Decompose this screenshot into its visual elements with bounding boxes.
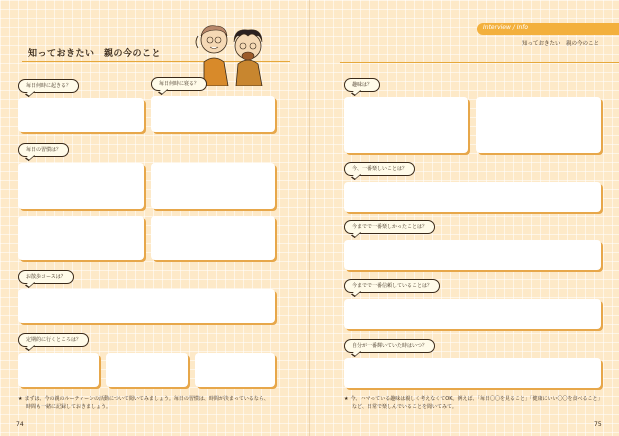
- walk-course-bubble: お散歩コースは？: [18, 270, 74, 284]
- page-gutter: [309, 0, 310, 436]
- most-trusted-box[interactable]: [344, 299, 601, 329]
- most-fun-now-bubble: 今、一番楽しいことは？: [344, 162, 415, 176]
- most-fun-ever-bubble: 今までで一番楽しかったことは？: [344, 220, 435, 234]
- regular-places-box-1[interactable]: [18, 353, 99, 387]
- most-trusted-bubble: 今までで一番信頼していることは？: [344, 279, 440, 293]
- hobby-box-2[interactable]: [476, 97, 601, 153]
- wake-time-answer-box[interactable]: [18, 98, 144, 132]
- header-rule: [340, 62, 619, 63]
- bed-time-answer-box[interactable]: [151, 96, 275, 132]
- daily-habits-box-4[interactable]: [151, 216, 275, 260]
- daily-habits-box-2[interactable]: [151, 163, 275, 209]
- regular-places-box-3[interactable]: [195, 353, 275, 387]
- bed-time-bubble: 毎日何時に寝る？: [151, 77, 207, 91]
- walk-course-answer-box[interactable]: [18, 289, 275, 323]
- page-title: 知っておきたい 親の今のこと: [28, 49, 162, 59]
- hobby-box-1[interactable]: [344, 97, 468, 153]
- right-page-note: ★ 今、ハマっている趣味は親しく考えなくてOK。例えば、「毎日〇〇を見ること」「健康にいい〇〇を食べること」 など、日常で楽しんでいることを聞いてみて。: [344, 396, 603, 410]
- daily-habits-box-1[interactable]: [18, 163, 144, 209]
- regular-places-bubble: 定期的に行くところは？: [18, 333, 89, 347]
- star-icon: ★: [18, 396, 23, 402]
- daily-habits-bubble: 毎日の習慣は？: [18, 143, 69, 157]
- wake-time-bubble: 毎日何時に起きる？: [18, 79, 79, 93]
- regular-places-box-2[interactable]: [106, 353, 188, 387]
- star-icon: ★: [344, 396, 349, 402]
- hobby-bubble: 趣味は？: [344, 78, 380, 92]
- daily-habits-box-3[interactable]: [18, 216, 144, 260]
- shining-moment-bubble: 自分が一番輝いていた時はいつ？: [344, 339, 435, 353]
- running-header: 知っておきたい 親の今のこと: [522, 41, 600, 47]
- most-fun-now-box[interactable]: [344, 182, 601, 212]
- shining-moment-box[interactable]: [344, 358, 601, 388]
- elderly-couple-illustration: [190, 18, 280, 86]
- page-number-right: 75: [594, 421, 602, 428]
- most-fun-ever-box[interactable]: [344, 240, 601, 270]
- section-tag: Interview / Info: [477, 23, 619, 35]
- page-number-left: 74: [16, 421, 24, 428]
- left-page-note: ★ まずは、今の親のルーティーンの活動について聞いてみましょう。毎日の習慣は、時間が決まっているなら、 時間も一緒に記録しておきましょう。: [18, 396, 269, 410]
